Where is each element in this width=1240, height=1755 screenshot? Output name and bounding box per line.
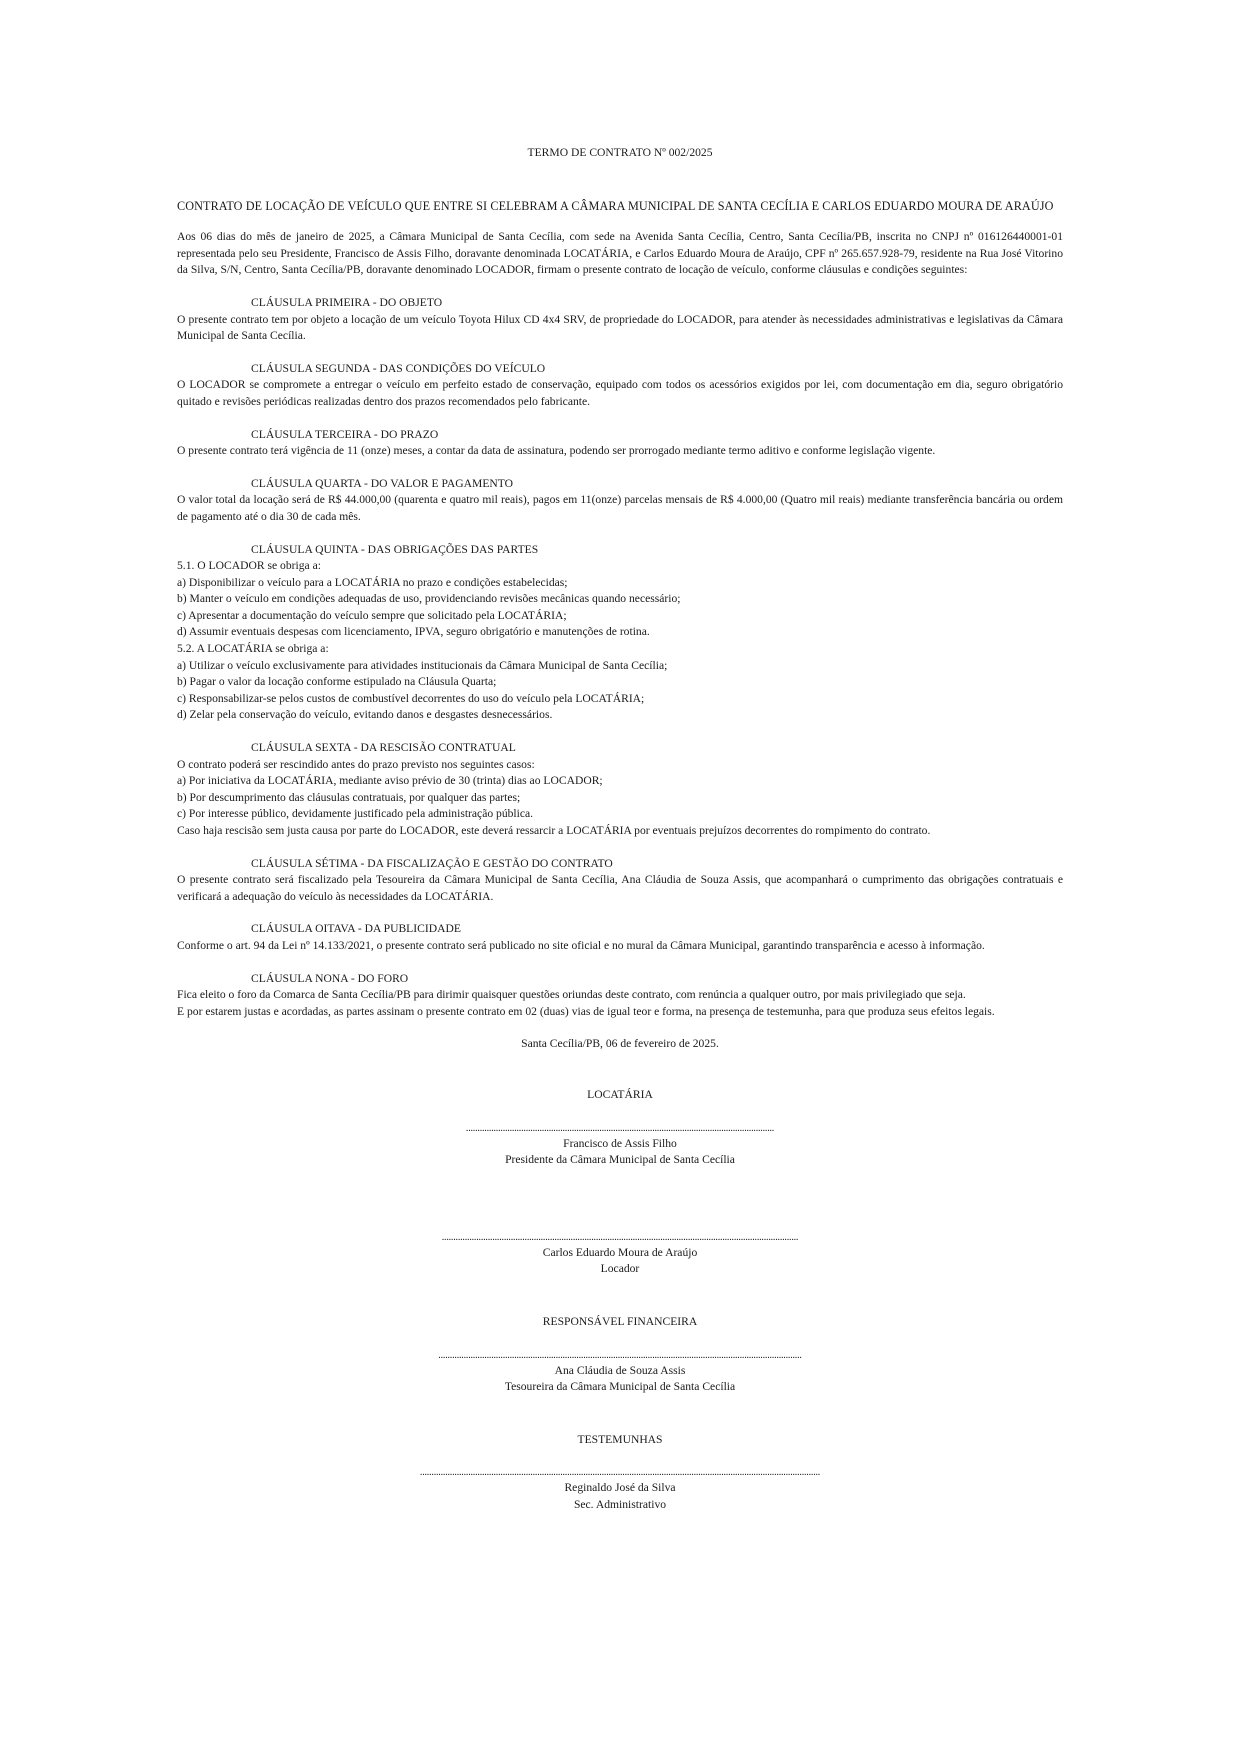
document-title: TERMO DE CONTRATO Nº 002/2025 [527, 146, 713, 159]
clause-body: O LOCADOR se compromete a entregar o veículo em perfeito estado de conservação, equipado com todos os acessórios exigidos por lei, com documentação em dia, seguro obrigatório quitado e revisões periódicas realizadas dentro dos prazos recomendados pelo fabricante. [177, 378, 1063, 408]
clause-line: O contrato poderá ser rescindido antes do prazo previsto nos seguintes casos: [177, 757, 535, 771]
clause-body: Conforme o art. 94 da Lei nº 14.133/2021, o presente contrato será publicado no site oficial e no mural da Câmara Municipal, garantindo transparência e acesso à informação. [177, 938, 985, 952]
clause-6 [177, 740, 1063, 840]
clause-4 [177, 476, 1063, 526]
clause-line: a) Por iniciativa da LOCATÁRIA, mediante aviso prévio de 30 (trinta) dias ao LOCADOR; [177, 774, 603, 788]
intro-paragraph: Aos 06 dias do mês de janeiro de 2025, a Câmara Municipal de Santa Cecília, com sede na Avenida Santa Cecília, Centro, Santa Cecília/PB, inscrita no CNPJ nº 016126440001-01 representada pelo seu Presidente, Francisco de Assis Filho, doravante denominada LOCATÁRIA, e Carlos Eduardo Moura de Araújo, CPF nº 265.657.928-79, residente na Rua José Vitorino da Silva, S/N, Centro, Santa Cecília/PB, doravante denominado LOCADOR, firmam o presente contrato de locação de veículo, conforme cláusulas e condições seguintes: [177, 230, 1063, 277]
clause-line: b) Manter o veículo em condições adequadas de uso, providenciando revisões mecânicas quando necessário; [177, 592, 681, 606]
signer-role: Presidente da Câmara Municipal de Santa Cecília [505, 1153, 735, 1167]
clause-body: O presente contrato tem por objeto a locação de um veículo Toyota Hilux CD 4x4 SRV, de propriedade do LOCADOR, para atender às necessidades administrativas e legislativas da Câmara Municipal de Santa Cecília. [177, 312, 1063, 343]
clause-body [177, 987, 1063, 1020]
signer-name: Ana Cláudia de Souza Assis [554, 1363, 686, 1377]
clause-line: E por estarem justas e acordadas, as partes assinam o presente contrato em 02 (duas) vias de igual teor e forma, na presença de testemunha, para que produza seus efeitos legais. [177, 1004, 995, 1018]
clause-title: CLÁUSULA SEGUNDA - DAS CONDIÇÕES DO VEÍCULO [251, 361, 546, 375]
clause-title: CLÁUSULA SÉTIMA - DA FISCALIZAÇÃO E GESTÃO DO CONTRATO [251, 856, 613, 870]
clause-line: b) Por descumprimento das cláusulas contratuais, por qualquer das partes; [177, 790, 521, 804]
clause-line: a) Utilizar o veículo exclusivamente para atividades institucionais da Câmara Municipal de Santa Cecília; [177, 658, 668, 672]
signer-name: Reginaldo José da Silva [564, 1481, 676, 1495]
signature-heading-testemunhas: TESTEMUNHAS [577, 1432, 663, 1446]
clause-line: c) Apresentar a documentação do veículo sempre que solicitado pela LOCATÁRIA; [177, 608, 567, 622]
clause-body: O valor total da locação será de R$ 44.000,00 (quarenta e quatro mil reais), pagos em 11(onze) parcelas mensais de R$ 4.000,00 (Quatro mil reais) mediante transferência bancária ou ordem de pagamento até o dia 30 de cada mês. [177, 493, 1063, 523]
clause-title: CLÁUSULA SEXTA - DA RESCISÃO CONTRATUAL [251, 741, 516, 755]
clause-body: O presente contrato será fiscalizado pela Tesoureira da Câmara Municipal de Santa Cecília, Ana Cláudia de Souza Assis, que acompanhará o cumprimento das obrigações contratuais e verificará a adequação do veículo às necessidades da LOCATÁRIA. [177, 873, 1063, 903]
contract-page [177, 145, 1063, 1513]
signature-line: .............................................................................................................................................................................. [419, 1467, 821, 1479]
place-date: Santa Cecília/PB, 06 de fevereiro de 2025. [521, 1037, 719, 1051]
clause-body [177, 558, 1063, 724]
clause-line: 5.1. O LOCADOR se obriga a: [177, 559, 321, 573]
clause-line: d) Assumir eventuais despesas com licenciamento, IPVA, seguro obrigatório e manutenções de rotina. [177, 625, 650, 639]
signer-name: Carlos Eduardo Moura de Araújo [542, 1245, 698, 1259]
clause-title: CLÁUSULA TERCEIRA - DO PRAZO [251, 427, 439, 441]
clause-title: CLÁUSULA QUARTA - DO VALOR E PAGAMENTO [251, 476, 514, 490]
signer-name: Francisco de Assis Filho [563, 1136, 677, 1150]
clause-3 [177, 427, 1063, 460]
signer-role: Locador [600, 1262, 640, 1276]
clause-line: d) Zelar pela conservação do veículo, evitando danos e desgastes desnecessários. [177, 708, 553, 722]
clause-title: CLÁUSULA OITAVA - DA PUBLICIDADE [251, 922, 461, 936]
clause-9 [177, 971, 1063, 1021]
clause-line: Fica eleito o foro da Comarca de Santa Cecília/PB para dirimir quaisquer questões oriundas deste contrato, com renúncia a qualquer outro, por mais privilegiado que seja. [177, 988, 966, 1002]
signature-heading-financeira: RESPONSÁVEL FINANCEIRA [542, 1314, 698, 1328]
clause-title: CLÁUSULA PRIMEIRA - DO OBJETO [251, 295, 443, 309]
clause-title: CLÁUSULA QUINTA - DAS OBRIGAÇÕES DAS PARTES [251, 542, 539, 556]
clause-2 [177, 361, 1063, 411]
clause-5 [177, 542, 1063, 725]
signature-line: ...................................................................................................................................... [465, 1122, 775, 1134]
signer-role: Sec. Administrativo [573, 1497, 667, 1511]
clause-line: c) Por interesse público, devidamente justificado pela administração pública. [177, 807, 534, 821]
clause-line: 5.2. A LOCATÁRIA se obriga a: [177, 642, 329, 656]
signature-heading-locataria: LOCATÁRIA [587, 1087, 653, 1101]
clause-7 [177, 856, 1063, 906]
signature-line: .............................................................................................................................................................. [438, 1349, 802, 1361]
clause-body [177, 757, 1063, 840]
clause-1 [177, 295, 1063, 345]
contract-subject: CONTRATO DE LOCAÇÃO DE VEÍCULO QUE ENTRE SI CELEBRAM A CÂMARA MUNICIPAL DE SANTA CECÍLIA E CARLOS EDUARDO MOURA DE ARAÚJO [177, 198, 1054, 213]
clause-body: O presente contrato terá vigência de 11 (onze) meses, a contar da data de assinatura, podendo ser prorrogado mediante termo aditivo e conforme legislação vigente. [177, 444, 936, 458]
clause-title: CLÁUSULA NONA - DO FORO [251, 971, 409, 985]
clause-line: Caso haja rescisão sem justa causa por parte do LOCADOR, este deverá ressarcir a LOCATÁRIA por eventuais prejuízos decorrentes do rompimento do contrato. [177, 824, 931, 837]
clause-line: b) Pagar o valor da locação conforme estipulado na Cláusula Quarta; [177, 675, 497, 689]
signer-role: Tesoureira da Câmara Municipal de Santa Cecília [504, 1380, 736, 1394]
clause-8 [177, 921, 1063, 954]
clause-line: a) Disponibilizar o veículo para a LOCATÁRIA no prazo e condições estabelecidas; [177, 575, 568, 589]
clause-line: c) Responsabilizar-se pelos custos de combustível decorrentes do uso do veículo pela LOCATÁRIA; [177, 691, 645, 705]
signature-line: ........................................................................................................................................................... [441, 1231, 799, 1243]
